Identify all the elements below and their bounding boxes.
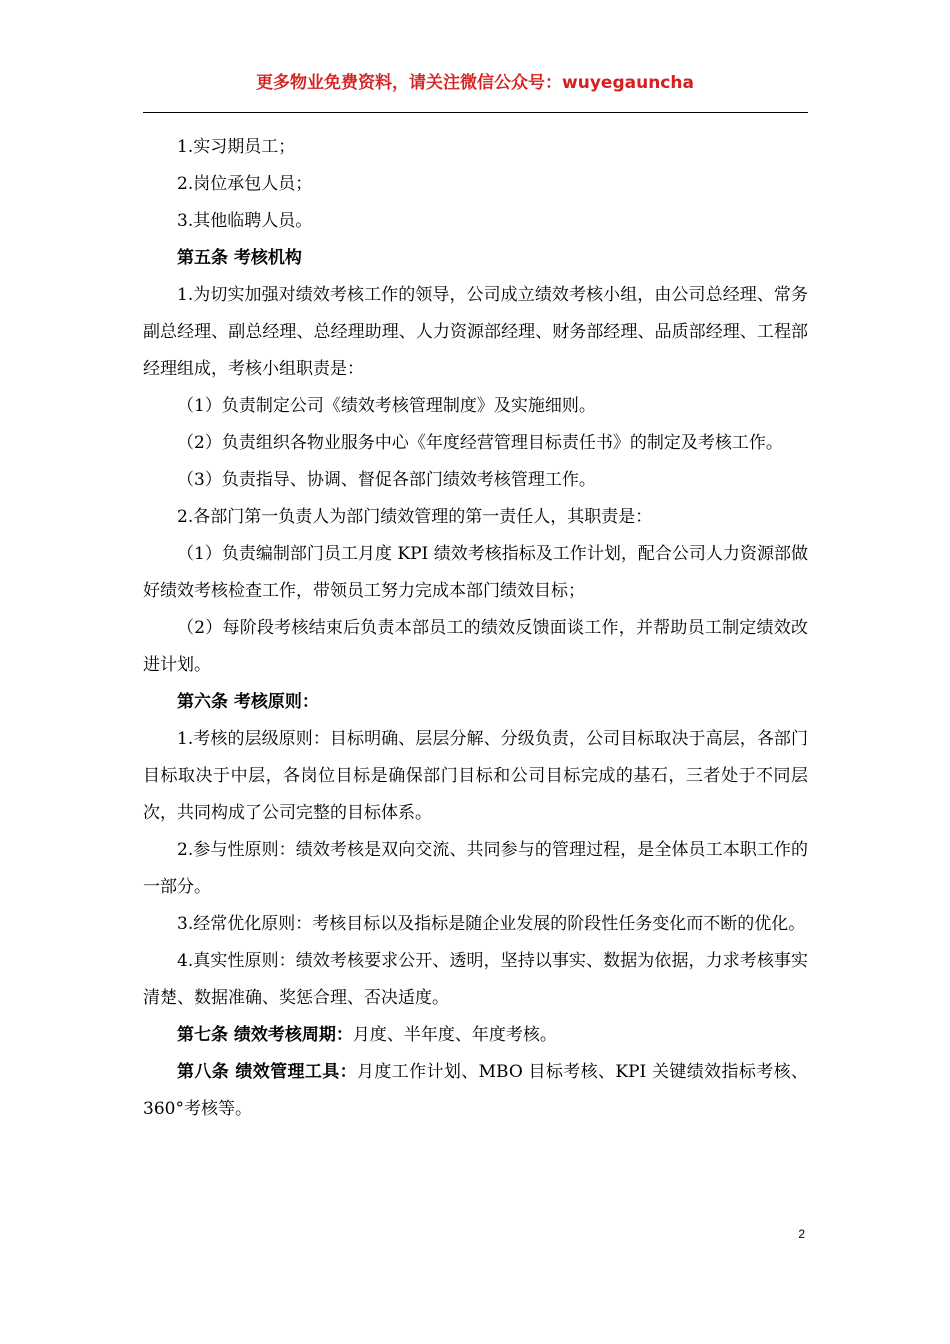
paragraph: 4.真实性原则：绩效考核要求公开、透明，坚持以事实、数据为依据，力求考核事实清楚、数据准确、奖惩合理、否决适度。 bbox=[143, 951, 808, 1008]
paragraph: 2.各部门第一负责人为部门绩效管理的第一责任人，其职责是： bbox=[177, 507, 653, 527]
paragraph: 2.参与性原则：绩效考核是双向交流、共同参与的管理过程，是全体员工本职工作的一部分。 bbox=[143, 840, 808, 897]
page-number: 2 bbox=[798, 1227, 805, 1241]
sub-item: （1）负责制定公司《绩效考核管理制度》及实施细则。 bbox=[177, 396, 596, 416]
paragraph: 1.考核的层级原则：目标明确、层层分解、分级负责，公司目标取决于高层，各部门目标取决于中层，各岗位目标是确保部门目标和公司目标完成的基石，三者处于不同层次，共同构成了公司完整的目标体系。 bbox=[143, 729, 808, 823]
sub-item: （3）负责指导、协调、督促各部门绩效考核管理工作。 bbox=[177, 470, 596, 490]
header-rule bbox=[143, 112, 808, 113]
article-7 bbox=[143, 1017, 808, 1054]
article-8-heading: 第八条 绩效管理工具： bbox=[177, 1062, 358, 1082]
paragraph: 1.为切实加强对绩效考核工作的领导，公司成立绩效考核小组，由公司总经理、常务副总经理、副总经理、总经理助理、人力资源部经理、财务部经理、品质部经理、工程部经理组成，考核小组职责是： bbox=[143, 285, 808, 379]
list-item: 2.岗位承包人员； bbox=[177, 174, 313, 194]
article-6-heading: 第六条 考核原则： bbox=[177, 692, 319, 712]
article-5-heading: 第五条 考核机构 bbox=[177, 248, 302, 268]
article-7-text: 月度、半年度、年度考核。 bbox=[352, 1025, 557, 1045]
article-7-heading: 第七条 绩效考核周期： bbox=[177, 1025, 353, 1045]
list-item: 3.其他临聘人员。 bbox=[177, 211, 313, 231]
article-8 bbox=[143, 1054, 808, 1128]
sub-item: （1）负责编制部门员工月度 KPI 绩效考核指标及工作计划，配合公司人力资源部做好绩效考核检查工作，带领员工努力完成本部门绩效目标； bbox=[143, 544, 808, 601]
sub-item: （2）负责组织各物业服务中心《年度经营管理目标责任书》的制定及考核工作。 bbox=[177, 433, 783, 453]
paragraph: 3.经常优化原则：考核目标以及指标是随企业发展的阶段性任务变化而不断的优化。 bbox=[177, 914, 806, 934]
sub-item: （2）每阶段考核结束后负责本部员工的绩效反馈面谈工作，并帮助员工制定绩效改进计划。 bbox=[143, 618, 808, 675]
document-body bbox=[143, 129, 808, 1128]
article-8-text: 月度工作计划、MBO 目标考核、KPI 关键绩效指标考核、360°考核等。 bbox=[143, 1062, 809, 1119]
header-banner: 更多物业免费资料，请关注微信公众号：wuyegauncha bbox=[256, 73, 694, 93]
list-item: 1.实习期员工； bbox=[177, 137, 296, 157]
